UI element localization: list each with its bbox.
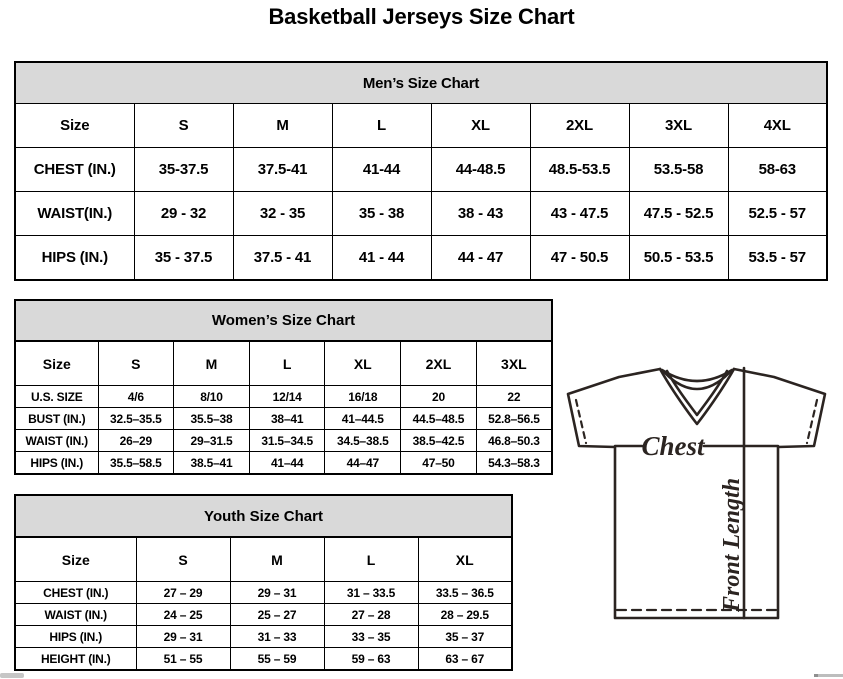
youth-chest-row [15, 582, 512, 604]
youth-col-size: Size [15, 537, 136, 582]
size-cell: 38.5–41 [174, 452, 250, 475]
row-label: WAIST (IN.) [15, 430, 98, 452]
size-cell: 8/10 [174, 386, 250, 408]
size-cell: 41-44 [332, 148, 431, 192]
size-cell: 41–44 [249, 452, 325, 475]
row-label: CHEST (IN.) [15, 582, 136, 604]
size-cell: 27 – 29 [136, 582, 230, 604]
womens-col-3xl: 3XL [476, 341, 552, 386]
youth-table-title: Youth Size Chart [15, 495, 512, 537]
row-label: HIPS (IN.) [15, 236, 134, 281]
size-cell: 44 - 47 [431, 236, 530, 281]
size-cell: 32 - 35 [233, 192, 332, 236]
size-cell: 35-37.5 [134, 148, 233, 192]
size-cell: 53.5 - 57 [728, 236, 827, 281]
size-cell: 46.8–50.3 [476, 430, 552, 452]
womens-col-m: M [174, 341, 250, 386]
size-cell: 33.5 – 36.5 [418, 582, 512, 604]
size-cell: 53.5-58 [629, 148, 728, 192]
youth-height-row [15, 648, 512, 671]
row-label: HIPS (IN.) [15, 452, 98, 475]
size-cell: 35 – 37 [418, 626, 512, 648]
size-cell: 31 – 33.5 [324, 582, 418, 604]
mens-col-3xl: 3XL [629, 104, 728, 148]
size-cell: 31.5–34.5 [249, 430, 325, 452]
mens-col-xl: XL [431, 104, 530, 148]
size-cell: 58-63 [728, 148, 827, 192]
jersey-measurement-diagram [563, 360, 838, 675]
mens-col-size: Size [15, 104, 134, 148]
size-cell: 47 - 50.5 [530, 236, 629, 281]
size-cell: 55 – 59 [230, 648, 324, 671]
row-label: HIPS (IN.) [15, 626, 136, 648]
mens-col-4xl: 4XL [728, 104, 827, 148]
size-cell: 29 – 31 [136, 626, 230, 648]
youth-col-xl: XL [418, 537, 512, 582]
size-cell: 29–31.5 [174, 430, 250, 452]
womens-bust-row [15, 408, 552, 430]
womens-col-2xl: 2XL [401, 341, 477, 386]
womens-table-title: Women’s Size Chart [15, 300, 552, 341]
size-cell: 4/6 [98, 386, 174, 408]
size-cell: 37.5-41 [233, 148, 332, 192]
jersey-body-outline [568, 369, 825, 618]
size-cell: 38.5–42.5 [401, 430, 477, 452]
size-cell: 63 – 67 [418, 648, 512, 671]
size-cell: 22 [476, 386, 552, 408]
mens-header-row [15, 104, 827, 148]
youth-size-chart-table [14, 494, 513, 671]
womens-header-row [15, 341, 552, 386]
size-cell: 54.3–58.3 [476, 452, 552, 475]
row-label: BUST (IN.) [15, 408, 98, 430]
size-cell: 28 – 29.5 [418, 604, 512, 626]
youth-hips-row [15, 626, 512, 648]
mens-waist-row [15, 192, 827, 236]
size-cell: 35 - 38 [332, 192, 431, 236]
size-cell: 24 – 25 [136, 604, 230, 626]
size-cell: 44-48.5 [431, 148, 530, 192]
jersey-outline-drawing [563, 360, 835, 672]
size-cell: 25 – 27 [230, 604, 324, 626]
youth-waist-row [15, 604, 512, 626]
size-cell: 26–29 [98, 430, 174, 452]
size-cell: 41–44.5 [325, 408, 401, 430]
mens-col-s: S [134, 104, 233, 148]
row-label: WAIST (IN.) [15, 604, 136, 626]
row-label: CHEST (IN.) [15, 148, 134, 192]
front-length-label: Front Length [719, 477, 745, 612]
youth-col-l: L [324, 537, 418, 582]
size-cell: 51 – 55 [136, 648, 230, 671]
youth-col-m: M [230, 537, 324, 582]
size-cell: 34.5–38.5 [325, 430, 401, 452]
size-cell: 37.5 - 41 [233, 236, 332, 281]
mens-chest-row [15, 148, 827, 192]
size-cell: 47–50 [401, 452, 477, 475]
horizontal-scrollbar-thumb[interactable] [0, 673, 24, 678]
size-cell: 38 - 43 [431, 192, 530, 236]
size-cell: 29 - 32 [134, 192, 233, 236]
size-cell: 41 - 44 [332, 236, 431, 281]
size-cell: 47.5 - 52.5 [629, 192, 728, 236]
mens-col-m: M [233, 104, 332, 148]
size-cell: 20 [401, 386, 477, 408]
size-cell: 59 – 63 [324, 648, 418, 671]
size-cell: 44–47 [325, 452, 401, 475]
size-cell: 35.5–38 [174, 408, 250, 430]
size-cell: 43 - 47.5 [530, 192, 629, 236]
womens-col-s: S [98, 341, 174, 386]
size-cell: 12/14 [249, 386, 325, 408]
size-cell: 29 – 31 [230, 582, 324, 604]
womens-hips-row [15, 452, 552, 475]
row-label: U.S. SIZE [15, 386, 98, 408]
size-cell: 27 – 28 [324, 604, 418, 626]
row-label: WAIST(IN.) [15, 192, 134, 236]
page-title: Basketball Jerseys Size Chart [268, 4, 575, 29]
mens-col-l: L [332, 104, 431, 148]
mens-col-2xl: 2XL [530, 104, 629, 148]
youth-col-s: S [136, 537, 230, 582]
size-cell: 32.5–35.5 [98, 408, 174, 430]
mens-hips-row [15, 236, 827, 281]
womens-waist-row [15, 430, 552, 452]
row-label: HEIGHT (IN.) [15, 648, 136, 671]
womens-col-size: Size [15, 341, 98, 386]
size-cell: 52.5 - 57 [728, 192, 827, 236]
size-cell: 33 – 35 [324, 626, 418, 648]
womens-size-chart-table [14, 299, 553, 475]
womens-col-l: L [249, 341, 325, 386]
youth-header-row [15, 537, 512, 582]
size-cell: 50.5 - 53.5 [629, 236, 728, 281]
size-cell: 35.5–58.5 [98, 452, 174, 475]
size-cell: 16/18 [325, 386, 401, 408]
size-cell: 38–41 [249, 408, 325, 430]
horizontal-scrollbar-piece[interactable] [814, 674, 843, 677]
size-cell: 44.5–48.5 [401, 408, 477, 430]
size-cell: 31 – 33 [230, 626, 324, 648]
womens-ussize-row [15, 386, 552, 408]
size-cell: 52.8–56.5 [476, 408, 552, 430]
size-cell: 48.5-53.5 [530, 148, 629, 192]
mens-table-title: Men’s Size Chart [15, 62, 827, 104]
size-cell: 35 - 37.5 [134, 236, 233, 281]
womens-col-xl: XL [325, 341, 401, 386]
chest-label: Chest [641, 431, 705, 461]
mens-size-chart-table [14, 61, 828, 281]
